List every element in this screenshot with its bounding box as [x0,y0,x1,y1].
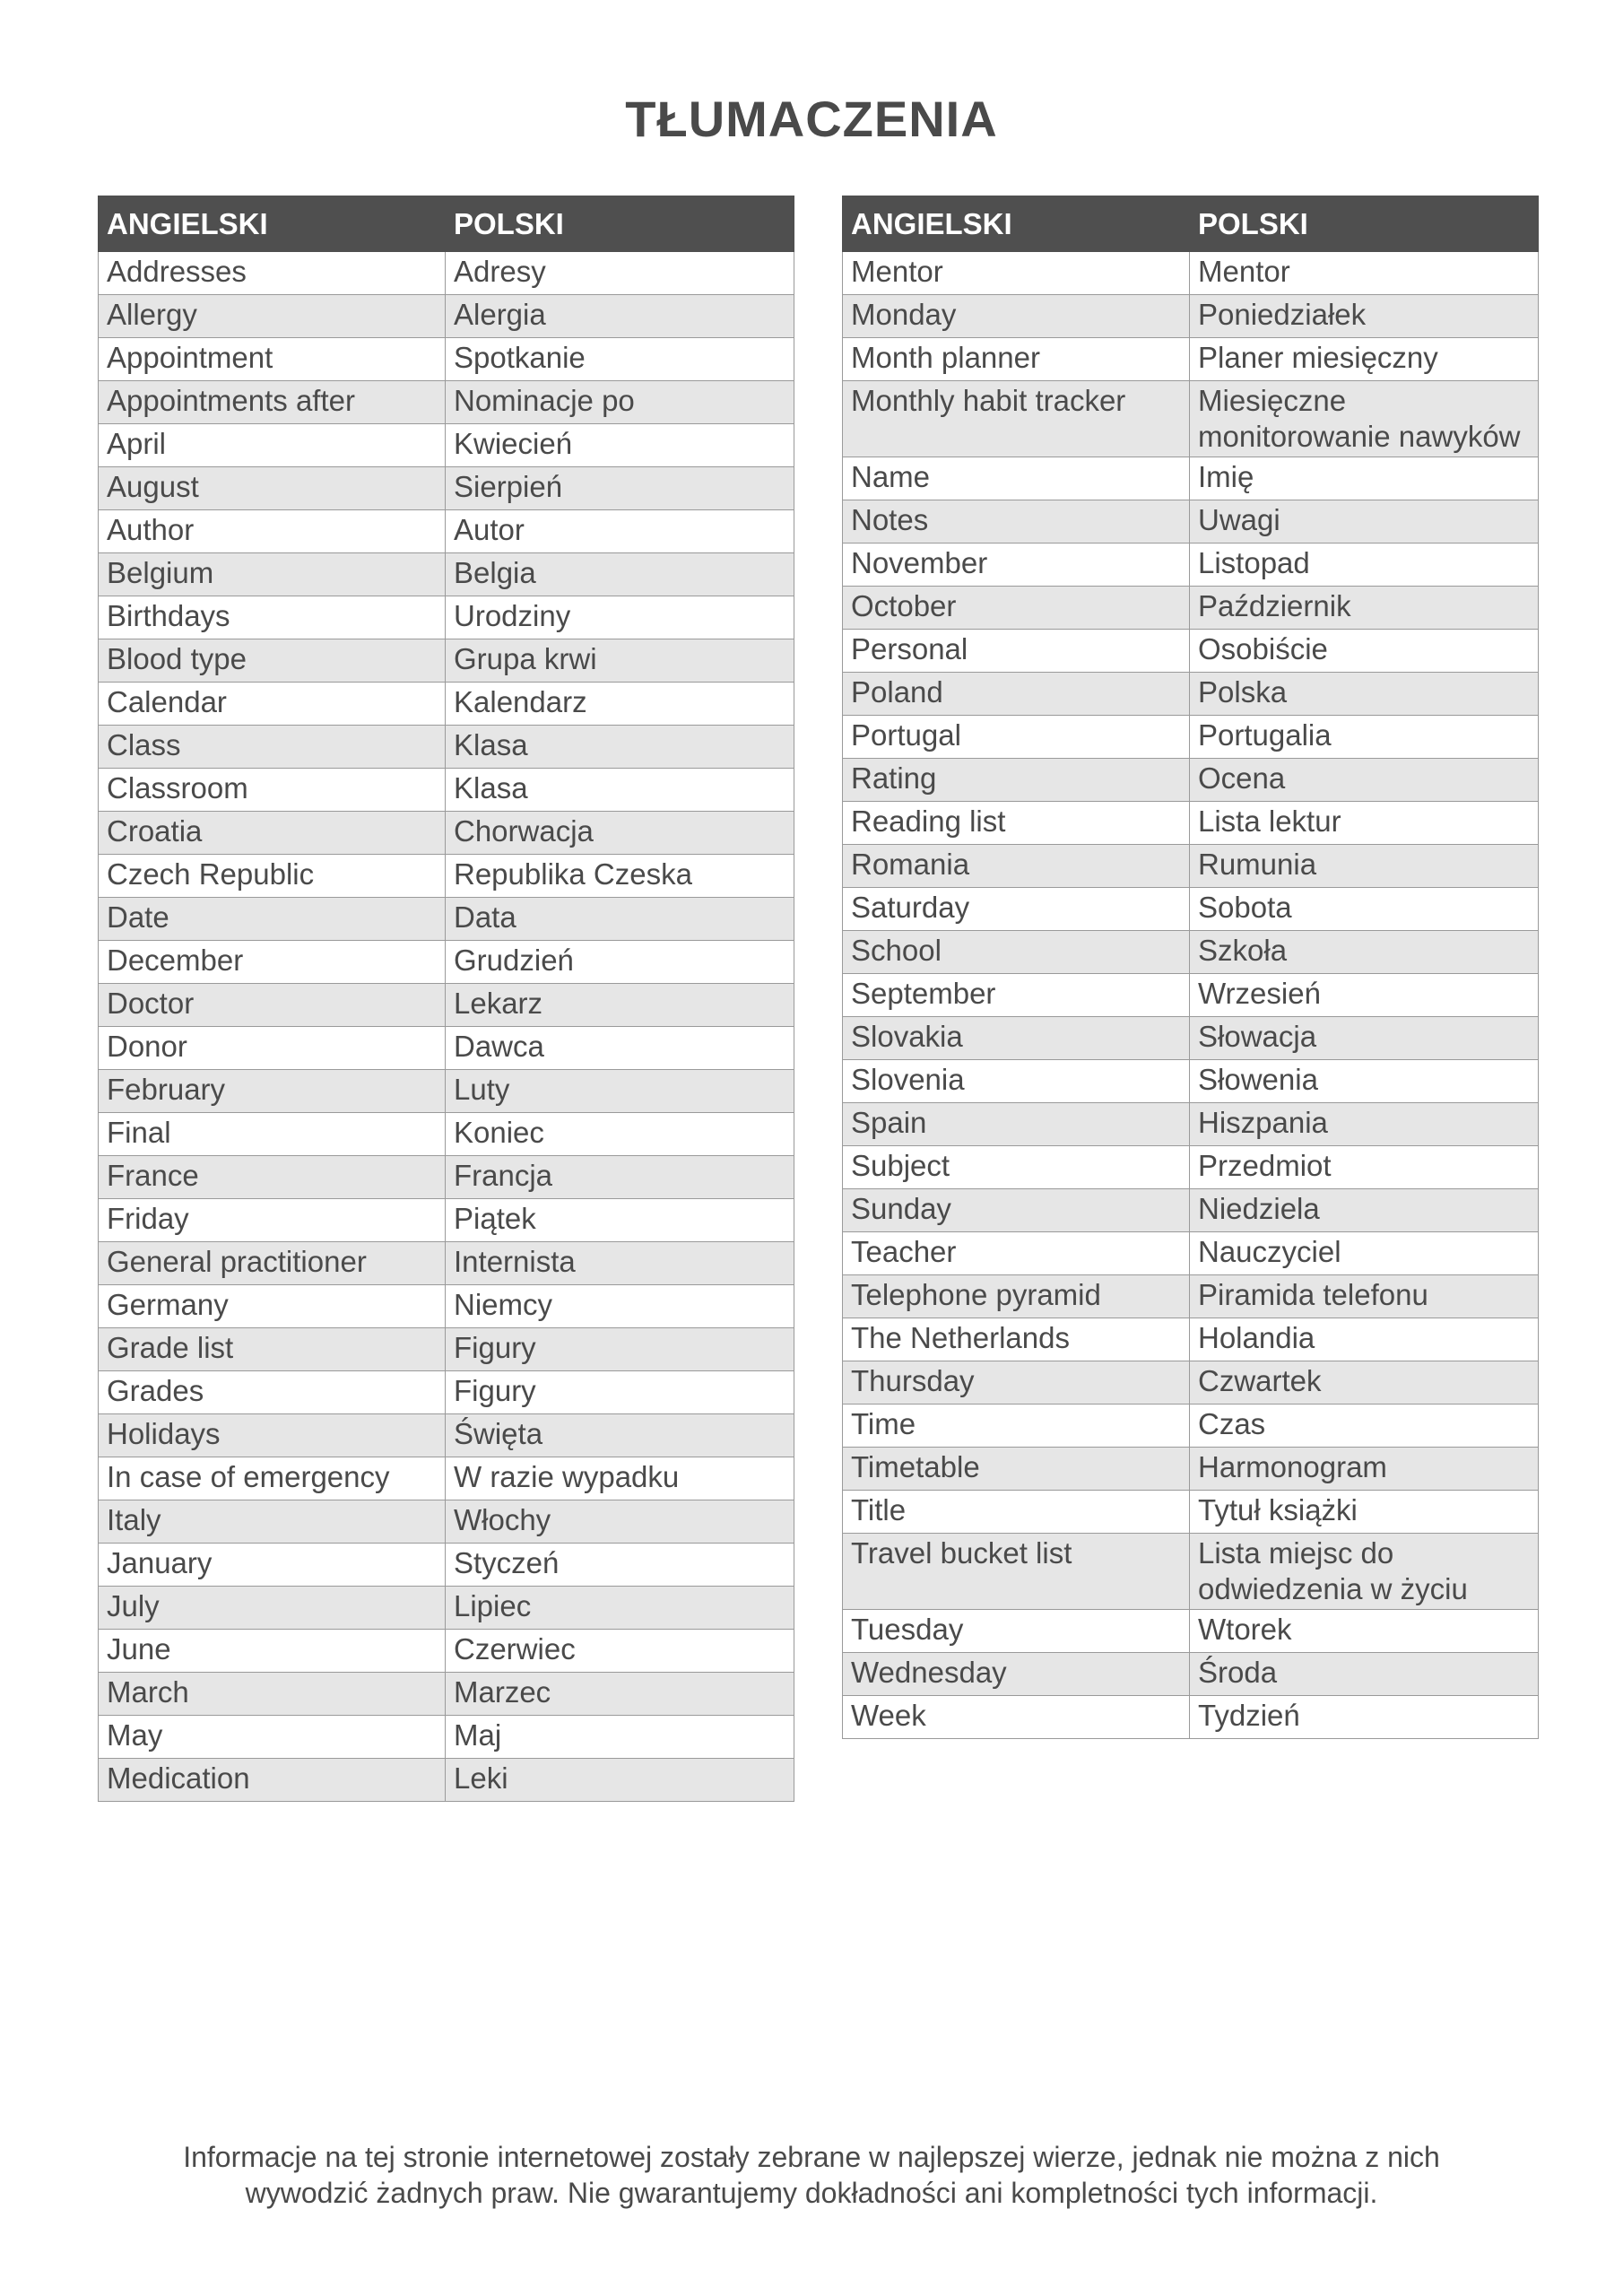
table-row [843,1534,1539,1610]
table-row [843,931,1539,974]
polish-cell: Data [446,898,794,941]
english-cell: Appointment [99,338,446,381]
table-row [99,1242,794,1285]
english-cell: Holidays [99,1414,446,1457]
english-cell: Slovakia [843,1017,1190,1060]
english-cell: Portugal [843,716,1190,759]
polish-cell: Miesięczne monitorowanie nawyków [1190,381,1539,457]
english-cell: April [99,424,446,467]
table-row [843,888,1539,931]
english-cell: Time [843,1405,1190,1448]
polish-cell: Klasa [446,769,794,812]
english-cell: Telephone pyramid [843,1275,1190,1318]
table-row [843,1405,1539,1448]
column-header-english: ANGIELSKI [843,196,1190,252]
english-cell: Final [99,1113,446,1156]
polish-cell: Republika Czeska [446,855,794,898]
english-cell: School [843,931,1190,974]
polish-cell: Rumunia [1190,845,1539,888]
english-cell: December [99,941,446,984]
table-row [843,845,1539,888]
polish-cell: Belgia [446,553,794,596]
table-row [99,553,794,596]
table-row [843,630,1539,673]
english-cell: Personal [843,630,1190,673]
table-row [843,716,1539,759]
polish-cell: Grupa krwi [446,639,794,683]
table-row [99,1414,794,1457]
polish-cell: Lista miejsc do odwiedzenia w życiu [1190,1534,1539,1610]
english-cell: Title [843,1491,1190,1534]
table-row [99,467,794,510]
english-cell: Reading list [843,802,1190,845]
table-row [99,1371,794,1414]
polish-cell: Uwagi [1190,500,1539,544]
english-cell: Slovenia [843,1060,1190,1103]
table-row [99,295,794,338]
english-cell: Romania [843,845,1190,888]
polish-cell: W razie wypadku [446,1457,794,1500]
table-row [99,1500,794,1544]
english-cell: Addresses [99,252,446,295]
polish-cell: Piramida telefonu [1190,1275,1539,1318]
column-header-polish: POLSKI [446,196,794,252]
english-cell: Doctor [99,984,446,1027]
table-row [843,381,1539,457]
english-cell: Notes [843,500,1190,544]
english-cell: Donor [99,1027,446,1070]
polish-cell: Lipiec [446,1587,794,1630]
english-cell: November [843,544,1190,587]
table-row [843,1696,1539,1739]
polish-cell: Leki [446,1759,794,1802]
column-header-english: ANGIELSKI [99,196,446,252]
english-cell: Czech Republic [99,855,446,898]
table-row [843,1318,1539,1361]
polish-cell: Kalendarz [446,683,794,726]
english-cell: Italy [99,1500,446,1544]
english-cell: Monthly habit tracker [843,381,1190,457]
table-row [843,1060,1539,1103]
polish-cell: Piątek [446,1199,794,1242]
english-cell: Germany [99,1285,446,1328]
table-row [843,1361,1539,1405]
table-row [99,1328,794,1371]
table-row [99,1199,794,1242]
disclaimer [0,2139,1623,2211]
polish-cell: Spotkanie [446,338,794,381]
english-cell: Classroom [99,769,446,812]
polish-cell: Nominacje po [446,381,794,424]
english-cell: Poland [843,673,1190,716]
english-cell: January [99,1544,446,1587]
table-row [99,1285,794,1328]
polish-cell: Czas [1190,1405,1539,1448]
table-row [843,1232,1539,1275]
english-cell: Teacher [843,1232,1190,1275]
english-cell: Week [843,1696,1190,1739]
english-cell: Calendar [99,683,446,726]
polish-cell: Wrzesień [1190,974,1539,1017]
polish-cell: Planer miesięczny [1190,338,1539,381]
table-row [99,1156,794,1199]
table-row [843,1448,1539,1491]
polish-cell: Lekarz [446,984,794,1027]
table-row [843,1491,1539,1534]
english-cell: Author [99,510,446,553]
table-row [843,802,1539,845]
table-row [99,639,794,683]
table-row [843,974,1539,1017]
english-cell: Thursday [843,1361,1190,1405]
polish-cell: Tydzień [1190,1696,1539,1739]
table-row [99,338,794,381]
english-cell: Name [843,457,1190,500]
polish-cell: Listopad [1190,544,1539,587]
english-cell: Mentor [843,252,1190,295]
english-cell: Allergy [99,295,446,338]
polish-cell: Chorwacja [446,812,794,855]
table-row [99,1457,794,1500]
english-cell: Month planner [843,338,1190,381]
polish-cell: Wtorek [1190,1610,1539,1653]
table-row [99,1070,794,1113]
polish-cell: Słowenia [1190,1060,1539,1103]
english-cell: Friday [99,1199,446,1242]
table-row [843,1103,1539,1146]
polish-cell: Adresy [446,252,794,295]
polish-cell: Francja [446,1156,794,1199]
polish-cell: Nauczyciel [1190,1232,1539,1275]
table-row [843,587,1539,630]
table-row [843,759,1539,802]
polish-cell: Figury [446,1328,794,1371]
english-cell: May [99,1716,446,1759]
polish-cell: Figury [446,1371,794,1414]
table-row [99,683,794,726]
english-cell: Timetable [843,1448,1190,1491]
polish-cell: Luty [446,1070,794,1113]
table-row [843,1275,1539,1318]
polish-cell: Internista [446,1242,794,1285]
disclaimer-line-2: wywodzić żadnych praw. Nie gwarantujemy dokładności ani kompletności tych informacji. [245,2177,1378,2209]
english-cell: October [843,587,1190,630]
english-cell: Blood type [99,639,446,683]
polish-cell: Niemcy [446,1285,794,1328]
table-row [99,726,794,769]
polish-cell: Dawca [446,1027,794,1070]
english-cell: Travel bucket list [843,1534,1190,1610]
polish-cell: Maj [446,1716,794,1759]
table-row [99,596,794,639]
polish-cell: Marzec [446,1673,794,1716]
polish-cell: Święta [446,1414,794,1457]
polish-cell: Holandia [1190,1318,1539,1361]
polish-cell: Klasa [446,726,794,769]
english-cell: Grades [99,1371,446,1414]
table-row [99,1716,794,1759]
english-cell: September [843,974,1190,1017]
english-cell: France [99,1156,446,1199]
polish-cell: Sierpień [446,467,794,510]
table-row [843,252,1539,295]
table-row [99,1630,794,1673]
polish-cell: Czerwiec [446,1630,794,1673]
english-cell: Sunday [843,1189,1190,1232]
table-row [843,1653,1539,1696]
table-row [99,769,794,812]
table-row [99,252,794,295]
table-row [99,984,794,1027]
polish-cell: Harmonogram [1190,1448,1539,1491]
english-cell: Spain [843,1103,1190,1146]
english-cell: Class [99,726,446,769]
english-cell: Rating [843,759,1190,802]
table-row [99,812,794,855]
english-cell: February [99,1070,446,1113]
polish-cell: Polska [1190,673,1539,716]
polish-cell: Imię [1190,457,1539,500]
table-row [843,338,1539,381]
table-row [843,500,1539,544]
polish-cell: Styczeń [446,1544,794,1587]
table-row [99,424,794,467]
table-row [99,510,794,553]
polish-cell: Październik [1190,587,1539,630]
table-row [99,1759,794,1802]
table-header-row [843,196,1539,252]
table-row [99,381,794,424]
translation-table-left [98,196,794,1802]
polish-cell: Urodziny [446,596,794,639]
polish-cell: Ocena [1190,759,1539,802]
polish-cell: Włochy [446,1500,794,1544]
english-cell: Belgium [99,553,446,596]
polish-cell: Koniec [446,1113,794,1156]
polish-cell: Mentor [1190,252,1539,295]
table-row [99,898,794,941]
english-cell: Birthdays [99,596,446,639]
table-row [99,1027,794,1070]
table-row [99,855,794,898]
table-row [99,1673,794,1716]
polish-cell: Słowacja [1190,1017,1539,1060]
english-cell: Appointments after [99,381,446,424]
english-cell: July [99,1587,446,1630]
polish-cell: Autor [446,510,794,553]
english-cell: August [99,467,446,510]
polish-cell: Kwiecień [446,424,794,467]
english-cell: The Netherlands [843,1318,1190,1361]
polish-cell: Środa [1190,1653,1539,1696]
table-row [99,1113,794,1156]
english-cell: March [99,1673,446,1716]
polish-cell: Czwartek [1190,1361,1539,1405]
english-cell: Grade list [99,1328,446,1371]
polish-cell: Alergia [446,295,794,338]
polish-cell: Niedziela [1190,1189,1539,1232]
polish-cell: Grudzień [446,941,794,984]
english-cell: Subject [843,1146,1190,1189]
english-cell: Monday [843,295,1190,338]
disclaimer-line-1: Informacje na tej stronie internetowej zostały zebrane w najlepszej wierze, jednak nie można z nich [183,2141,1440,2173]
polish-cell: Szkoła [1190,931,1539,974]
table-row [99,1587,794,1630]
table-row [99,1544,794,1587]
table-row [99,941,794,984]
table-row [843,544,1539,587]
english-cell: Date [99,898,446,941]
table-row [843,673,1539,716]
english-cell: Tuesday [843,1610,1190,1653]
english-cell: Saturday [843,888,1190,931]
table-row [843,295,1539,338]
english-cell: Medication [99,1759,446,1802]
polish-cell: Tytuł książki [1190,1491,1539,1534]
english-cell: June [99,1630,446,1673]
polish-cell: Przedmiot [1190,1146,1539,1189]
translation-table-right [842,196,1539,1739]
table-row [843,1017,1539,1060]
table-row [843,1610,1539,1653]
polish-cell: Portugalia [1190,716,1539,759]
table-row [843,457,1539,500]
english-cell: Croatia [99,812,446,855]
polish-cell: Poniedziałek [1190,295,1539,338]
english-cell: In case of emergency [99,1457,446,1500]
polish-cell: Sobota [1190,888,1539,931]
polish-cell: Lista lektur [1190,802,1539,845]
page-title: TŁUMACZENIA [625,91,998,147]
english-cell: Wednesday [843,1653,1190,1696]
column-header-polish: POLSKI [1190,196,1539,252]
english-cell: General practitioner [99,1242,446,1285]
table-row [843,1146,1539,1189]
table-header-row [99,196,794,252]
polish-cell: Osobiście [1190,630,1539,673]
polish-cell: Hiszpania [1190,1103,1539,1146]
table-row [843,1189,1539,1232]
